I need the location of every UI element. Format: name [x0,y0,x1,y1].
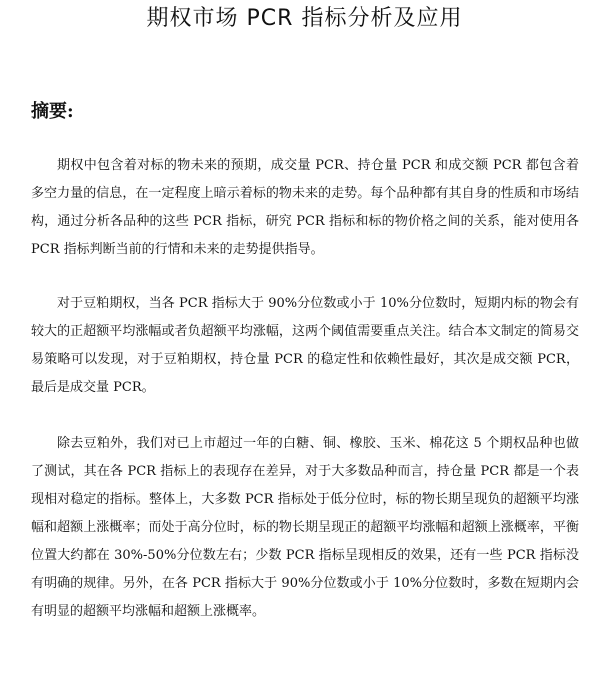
abstract-heading: 摘要: [31,101,74,122]
document-title: 期权市场 PCR 指标分析及应用 [146,6,463,31]
abstract-paragraph-3: 除去豆粕外，我们对已上市超过一年的白糖、铜、橡胶、玉米、棉花这 5 个期权品种也做了测试，其在各 PCR 指标上的表现存在差异，对于大多数品种而言，持仓量 PCR 都是一个表现相对稳定的指标。整体上，大多数 PCR 指标处于低分位时，标的物长期呈现负的超额平均涨幅和超额上涨概率；而处于高分位时，标的物长期呈现正的超额平均涨幅和超额上涨概率，平衡位置大约都在 30%-50%分位数左右；少数 PCR 指标呈现相反的效果，还有一些 PCR 指标没有明确的规律。另外，在各 PCR 指标大于 90%分位数或小于 10%分位数时，多数在短期内会有明显的超额平均涨幅和超额上涨概率。 [31,436,579,619]
abstract-paragraph-2: 对于豆粕期权，当各 PCR 指标大于 90%分位数或小于 10%分位数时，短期内标的物会有较大的正超额平均涨幅或者负超额平均涨幅，这两个阈值需要重点关注。结合本文制定的简易交易策略可以发现，对于豆粕期权，持仓量 PCR 的稳定性和依赖性最好，其次是成交额 PCR，最后是成交量 PCR。 [31,296,579,395]
abstract-paragraph-1: 期权中包含着对标的物未来的预期，成交量 PCR、持仓量 PCR 和成交额 PCR 都包含着多空力量的信息，在一定程度上暗示着标的物未来的走势。每个品种都有其自身的性质和市场结构，通过分析各品种的这些 PCR 指标，研究 PCR 指标和标的物价格之间的关系，能对使用各 PCR 指标判断当前的行情和未来的走势提供指导。 [31,158,579,257]
